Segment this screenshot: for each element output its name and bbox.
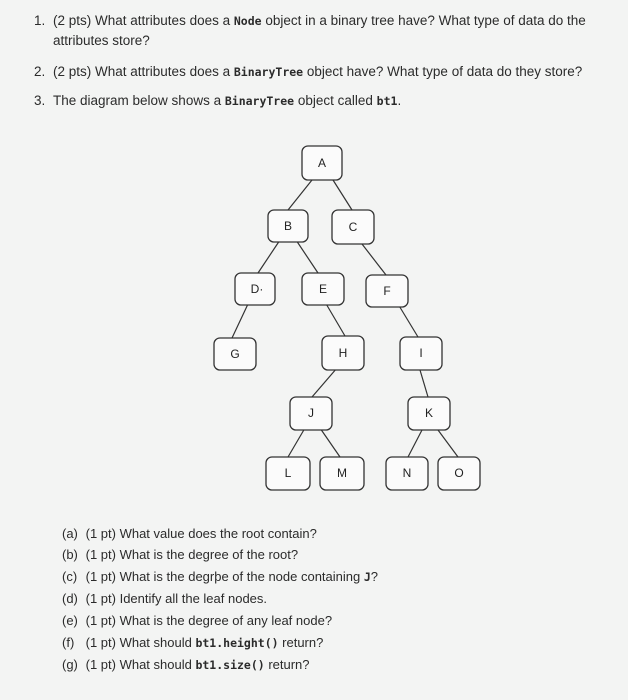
subquestion-a xyxy=(62,525,317,543)
tree-node-d-label: D· xyxy=(250,282,264,296)
question-number: 2. xyxy=(34,64,46,79)
subquestion-text-after: return? xyxy=(264,657,310,672)
question-text-line2: attributes store? xyxy=(53,33,150,48)
subquestion-e xyxy=(62,612,332,630)
edge-e-h xyxy=(325,302,345,336)
question-text-pre: What attributes does a xyxy=(95,64,234,79)
code-bt1: bt1 xyxy=(376,94,398,108)
edge-k-o xyxy=(438,430,458,457)
tree-node-g-label: G xyxy=(230,347,240,361)
code-binarytree: BinaryTree xyxy=(224,94,295,108)
edge-k-n xyxy=(408,430,422,457)
question-points: (2 pts) xyxy=(53,13,92,28)
subquestion-text: (1 pt) What value does the root contain? xyxy=(85,526,317,541)
question-text-post: object have? What type of data do they store? xyxy=(303,64,583,79)
edge-h-j xyxy=(312,368,337,397)
edge-d-g xyxy=(232,304,248,338)
subquestion-label: (d) xyxy=(62,591,78,606)
subquestion-text: (1 pt) What is the degree of the root? xyxy=(85,547,299,562)
tree-node-m-label: M xyxy=(337,466,347,480)
subquestion-text: (1 pt) What should xyxy=(85,657,196,672)
tree-node-c-label: C xyxy=(348,220,358,234)
question-text-post: object in a binary tree have? What type of data do the xyxy=(261,13,586,28)
code-bt1-height: bt1.height() xyxy=(195,636,279,650)
subquestion-text: (1 pt) What is the degrþe of the node containing xyxy=(85,569,364,584)
edge-j-l xyxy=(288,428,305,457)
question-number: 1. xyxy=(34,13,46,28)
tree-node-a-label: A xyxy=(317,156,327,170)
question-text-post: . xyxy=(397,93,402,108)
question-number: 3. xyxy=(34,93,46,108)
subquestion-label: (e) xyxy=(62,613,78,628)
code-binarytree: BinaryTree xyxy=(233,65,304,79)
question-text-pre: The diagram below shows a xyxy=(53,93,225,108)
tree-node-b-label: B xyxy=(283,219,293,233)
tree-node-o-label: O xyxy=(454,466,464,480)
edge-f-i xyxy=(398,304,418,337)
subquestion-label: (c) xyxy=(62,569,78,584)
tree-node-e-label: E xyxy=(318,282,328,296)
tree-node-l-label: L xyxy=(284,466,292,480)
subquestion-label: (f) xyxy=(62,635,75,650)
code-bt1-size: bt1.size() xyxy=(195,658,265,672)
question-text-mid: object called xyxy=(294,93,377,108)
code-j: J xyxy=(363,570,371,584)
edge-a-b xyxy=(288,180,312,210)
tree-node-i-label: I xyxy=(419,346,423,360)
subquestion-b xyxy=(62,546,298,564)
edge-c-f xyxy=(362,244,386,275)
subquestion-text: (1 pt) What should xyxy=(85,635,196,650)
question-text-pre: What attributes does a xyxy=(95,13,234,28)
subquestion-label: (a) xyxy=(62,526,78,541)
subquestion-label: (b) xyxy=(62,547,78,562)
subquestion-f xyxy=(62,634,323,652)
edge-a-c xyxy=(333,180,352,210)
subquestion-text: (1 pt) What is the degree of any leaf node? xyxy=(85,613,333,628)
code-node: Node xyxy=(233,14,262,28)
subquestion-d xyxy=(62,590,267,608)
subquestion-text: (1 pt) Identify all the leaf nodes. xyxy=(85,591,268,606)
tree-node-k-label: K xyxy=(424,406,434,420)
edge-i-k xyxy=(420,370,428,397)
subquestion-c xyxy=(62,568,378,586)
edge-j-m xyxy=(320,428,340,457)
tree-node-j-label: J xyxy=(308,406,314,420)
edge-b-d xyxy=(258,240,280,273)
tree-node-f-label: F xyxy=(383,284,391,298)
subquestion-g xyxy=(62,656,310,674)
subquestion-text-after: ? xyxy=(370,569,379,584)
edge-b-e xyxy=(296,240,318,273)
subquestion-text-after: return? xyxy=(278,635,324,650)
question-points: (2 pts) xyxy=(53,64,92,79)
subquestion-label: (g) xyxy=(62,657,78,672)
tree-node-n-label: N xyxy=(402,466,412,480)
tree-node-h-label: H xyxy=(338,346,348,360)
